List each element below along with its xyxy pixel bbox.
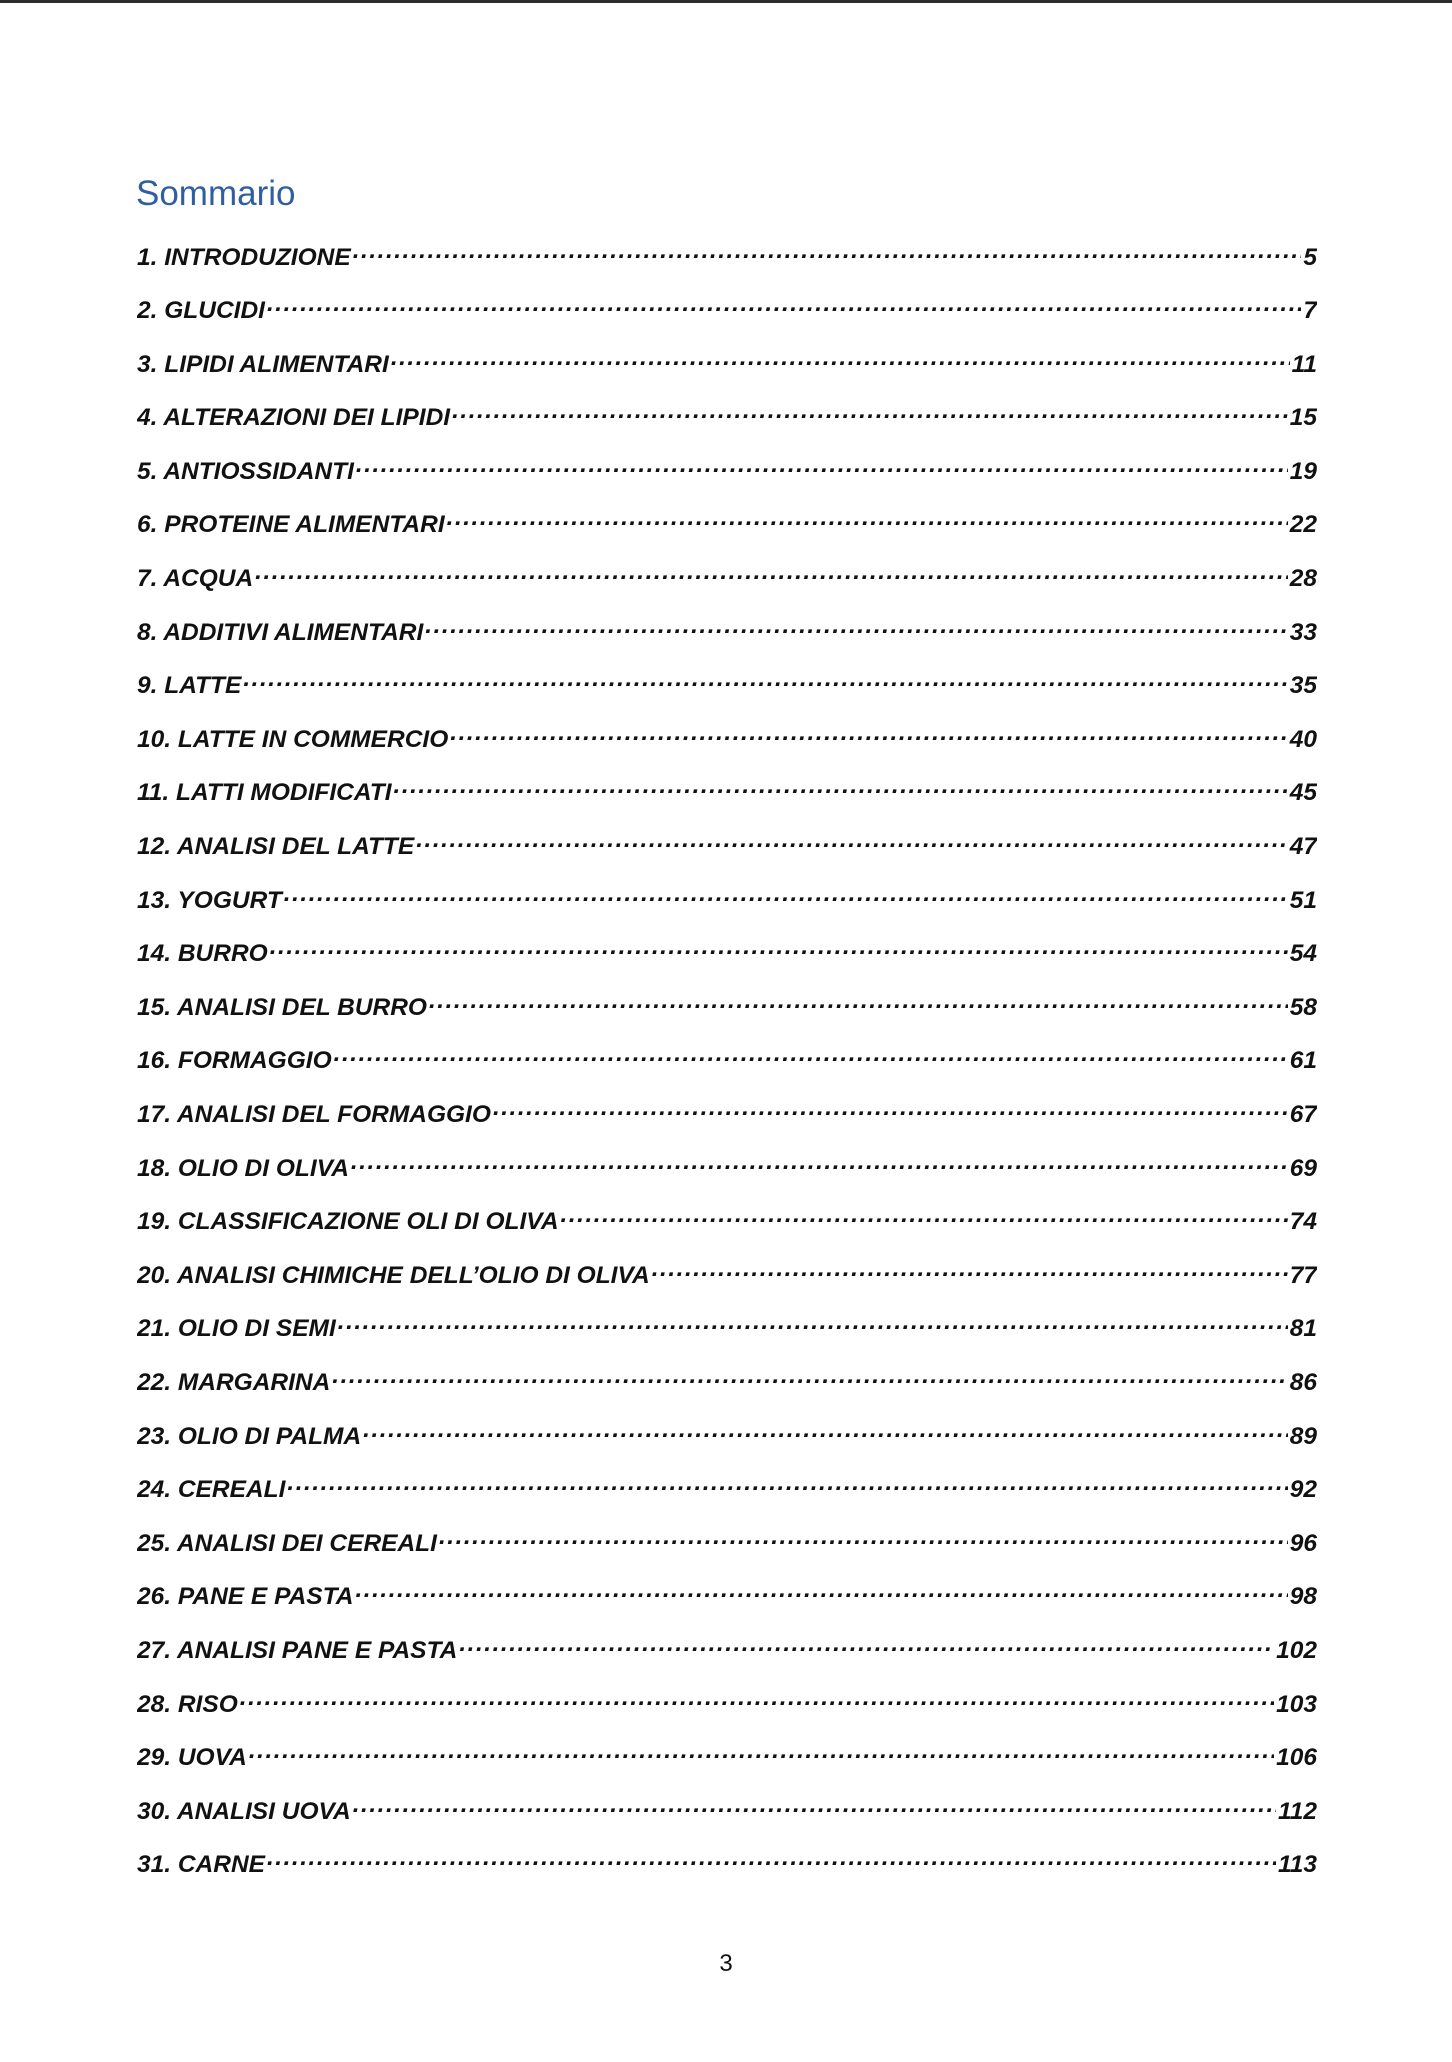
toc-entry[interactable] — [137, 1633, 1317, 1687]
toc-entry[interactable] — [137, 1151, 1317, 1205]
toc-entry[interactable] — [137, 1794, 1317, 1848]
toc-entry-title: 16. FORMAGGIO — [137, 1047, 332, 1075]
toc-entry[interactable] — [137, 990, 1317, 1044]
toc-entry-page: 19 — [1289, 457, 1317, 485]
toc-entry-page: 106 — [1276, 1744, 1317, 1772]
toc-entry-title: 27. ANALISI PANE E PASTA — [137, 1636, 458, 1664]
toc-entry[interactable] — [137, 1419, 1317, 1473]
toc-entry-title: 30. ANALISI UOVA — [137, 1797, 351, 1825]
toc-entry-title: 29. UOVA — [137, 1744, 247, 1772]
toc-entry-page: 89 — [1289, 1422, 1317, 1450]
toc-entry-title: 14. BURRO — [137, 940, 268, 968]
toc-entry[interactable] — [137, 615, 1317, 669]
toc-entry-title: 3. LIPIDI ALIMENTARI — [137, 350, 389, 378]
toc-entry[interactable] — [137, 1365, 1317, 1419]
toc-entry-page: 86 — [1289, 1368, 1317, 1396]
toc-heading: Sommario — [136, 174, 296, 213]
toc-entry-page: 74 — [1289, 1208, 1317, 1236]
toc-entry-page: 40 — [1289, 725, 1317, 753]
toc-dot-leader — [332, 1365, 1287, 1390]
toc-entry-title: 11. LATTI MODIFICATI — [137, 779, 392, 807]
toc-dot-leader — [439, 1526, 1288, 1551]
toc-entry-title: 9. LATTE — [137, 672, 242, 700]
toc-dot-leader — [334, 1044, 1288, 1069]
toc-entry-page: 67 — [1289, 1101, 1317, 1128]
toc-entry-page: 92 — [1289, 1476, 1317, 1504]
toc-entry-page: 81 — [1289, 1315, 1317, 1343]
toc-entry-page: 28 — [1289, 565, 1317, 593]
toc-entry-page: 45 — [1289, 779, 1317, 807]
toc-entry-page: 103 — [1276, 1690, 1317, 1718]
toc-dot-leader — [452, 401, 1288, 426]
toc-entry-title: 31. CARNE — [137, 1851, 265, 1879]
toc-entry-page: 33 — [1289, 618, 1317, 646]
toc-entry-page: 51 — [1289, 886, 1317, 914]
toc-dot-leader — [429, 990, 1288, 1015]
toc-entry[interactable] — [137, 1526, 1317, 1580]
toc-dot-leader — [267, 294, 1301, 319]
toc-entry-page: 98 — [1289, 1583, 1317, 1611]
toc-dot-leader — [267, 1848, 1276, 1873]
toc-entry[interactable] — [137, 1312, 1317, 1366]
toc-entry-page: 54 — [1289, 940, 1317, 968]
toc-entry-page: 47 — [1289, 833, 1317, 861]
toc-entry-title: 24. CEREALI — [137, 1476, 286, 1504]
toc-entry[interactable] — [137, 1205, 1317, 1259]
toc-entry[interactable] — [137, 937, 1317, 991]
toc-entry[interactable] — [137, 776, 1317, 830]
toc-entry[interactable] — [137, 508, 1317, 562]
toc-entry-title: 20. ANALISI CHIMICHE DELL’OLIO DI OLIVA — [137, 1261, 650, 1289]
toc-entry-page: 58 — [1289, 993, 1317, 1021]
toc-entry-title: 10. LATTE IN COMMERCIO — [137, 725, 449, 753]
toc-dot-leader — [355, 1580, 1287, 1605]
toc-dot-leader — [561, 1205, 1288, 1230]
toc-dot-leader — [425, 615, 1287, 640]
toc-entry[interactable] — [137, 883, 1317, 937]
toc-entry[interactable] — [137, 294, 1317, 348]
toc-entry[interactable] — [137, 240, 1317, 294]
toc-entry-title: 4. ALTERAZIONI DEI LIPIDI — [137, 404, 451, 432]
toc-entry-page: 7 — [1303, 297, 1317, 325]
toc-entry-title: 1. INTRODUZIONE — [137, 243, 351, 271]
toc-dot-leader — [652, 1258, 1288, 1283]
top-border-line — [0, 0, 1452, 3]
toc-dot-leader — [240, 1687, 1274, 1712]
toc-entry-title: 2. GLUCIDI — [137, 297, 265, 325]
toc-entry-page: 15 — [1289, 404, 1317, 432]
toc-dot-leader — [447, 508, 1288, 533]
toc-entry-page: 22 — [1289, 511, 1317, 539]
toc-entry[interactable] — [137, 722, 1317, 776]
toc-entry-page: 69 — [1289, 1154, 1317, 1182]
toc-dot-leader — [493, 1098, 1288, 1123]
toc-entry[interactable] — [137, 1848, 1317, 1902]
toc-entry-title: 23. OLIO DI PALMA — [137, 1422, 362, 1450]
toc-entry[interactable] — [137, 1687, 1317, 1741]
toc-dot-leader — [255, 562, 1288, 587]
toc-dot-leader — [459, 1633, 1274, 1658]
toc-entry-title: 17. ANALISI DEL FORMAGGIO — [137, 1101, 491, 1128]
toc-entry-page: 113 — [1277, 1851, 1317, 1879]
toc-entry[interactable] — [137, 1098, 1317, 1152]
toc-dot-leader — [249, 1741, 1274, 1766]
toc-entry-title: 22. MARGARINA — [137, 1368, 331, 1396]
toc-entry-page: 96 — [1289, 1529, 1317, 1557]
toc-dot-leader — [450, 722, 1287, 747]
toc-dot-leader — [284, 883, 1288, 908]
toc-dot-leader — [338, 1312, 1288, 1337]
toc-entry-title: 18. OLIO DI OLIVA — [137, 1154, 349, 1182]
toc-entry[interactable] — [137, 454, 1317, 508]
toc-entry-title: 21. OLIO DI SEMI — [137, 1315, 336, 1343]
toc-entry-page: 5 — [1303, 243, 1317, 271]
toc-entry-title: 26. PANE E PASTA — [137, 1583, 354, 1611]
toc-list — [137, 240, 1317, 1901]
toc-dot-leader — [353, 1794, 1276, 1819]
toc-entry-title: 28. RISO — [137, 1690, 238, 1718]
toc-entry-title: 7. ACQUA — [137, 565, 254, 593]
toc-entry-page: 112 — [1277, 1797, 1317, 1825]
toc-entry[interactable] — [137, 347, 1317, 401]
page-number: 3 — [719, 1950, 733, 1977]
toc-entry[interactable] — [137, 830, 1317, 884]
toc-dot-leader — [416, 830, 1287, 855]
toc-dot-leader — [353, 240, 1302, 265]
toc-entry-page: 102 — [1276, 1636, 1317, 1664]
toc-entry-page: 11 — [1291, 350, 1317, 378]
toc-entry-title: 13. YOGURT — [137, 886, 282, 914]
toc-entry[interactable] — [137, 1473, 1317, 1527]
toc-entry[interactable] — [137, 1741, 1317, 1795]
toc-dot-leader — [394, 776, 1288, 801]
toc-entry-title: 5. ANTIOSSIDANTI — [137, 457, 354, 485]
toc-entry[interactable] — [137, 401, 1317, 455]
toc-dot-leader — [351, 1151, 1288, 1176]
toc-entry-page: 61 — [1289, 1047, 1317, 1075]
toc-entry-title: 8. ADDITIVI ALIMENTARI — [137, 618, 424, 646]
toc-dot-leader — [287, 1473, 1287, 1498]
toc-dot-leader — [363, 1419, 1288, 1444]
toc-entry[interactable] — [137, 1580, 1317, 1634]
toc-entry-title: 19. CLASSIFICAZIONE OLI DI OLIVA — [137, 1208, 559, 1236]
toc-entry-title: 15. ANALISI DEL BURRO — [137, 993, 427, 1021]
toc-dot-leader — [356, 454, 1288, 479]
toc-entry-title: 12. ANALISI DEL LATTE — [137, 833, 415, 861]
toc-dot-leader — [270, 937, 1288, 962]
toc-entry-page: 35 — [1289, 672, 1317, 700]
toc-dot-leader — [391, 347, 1290, 372]
toc-entry[interactable] — [137, 669, 1317, 723]
toc-dot-leader — [243, 669, 1287, 694]
toc-entry[interactable] — [137, 1044, 1317, 1098]
toc-entry-title: 25. ANALISI DEI CEREALI — [137, 1529, 437, 1557]
toc-entry[interactable] — [137, 562, 1317, 616]
toc-entry[interactable] — [137, 1258, 1317, 1312]
toc-entry-title: 6. PROTEINE ALIMENTARI — [137, 511, 445, 539]
toc-entry-page: 77 — [1289, 1261, 1317, 1289]
